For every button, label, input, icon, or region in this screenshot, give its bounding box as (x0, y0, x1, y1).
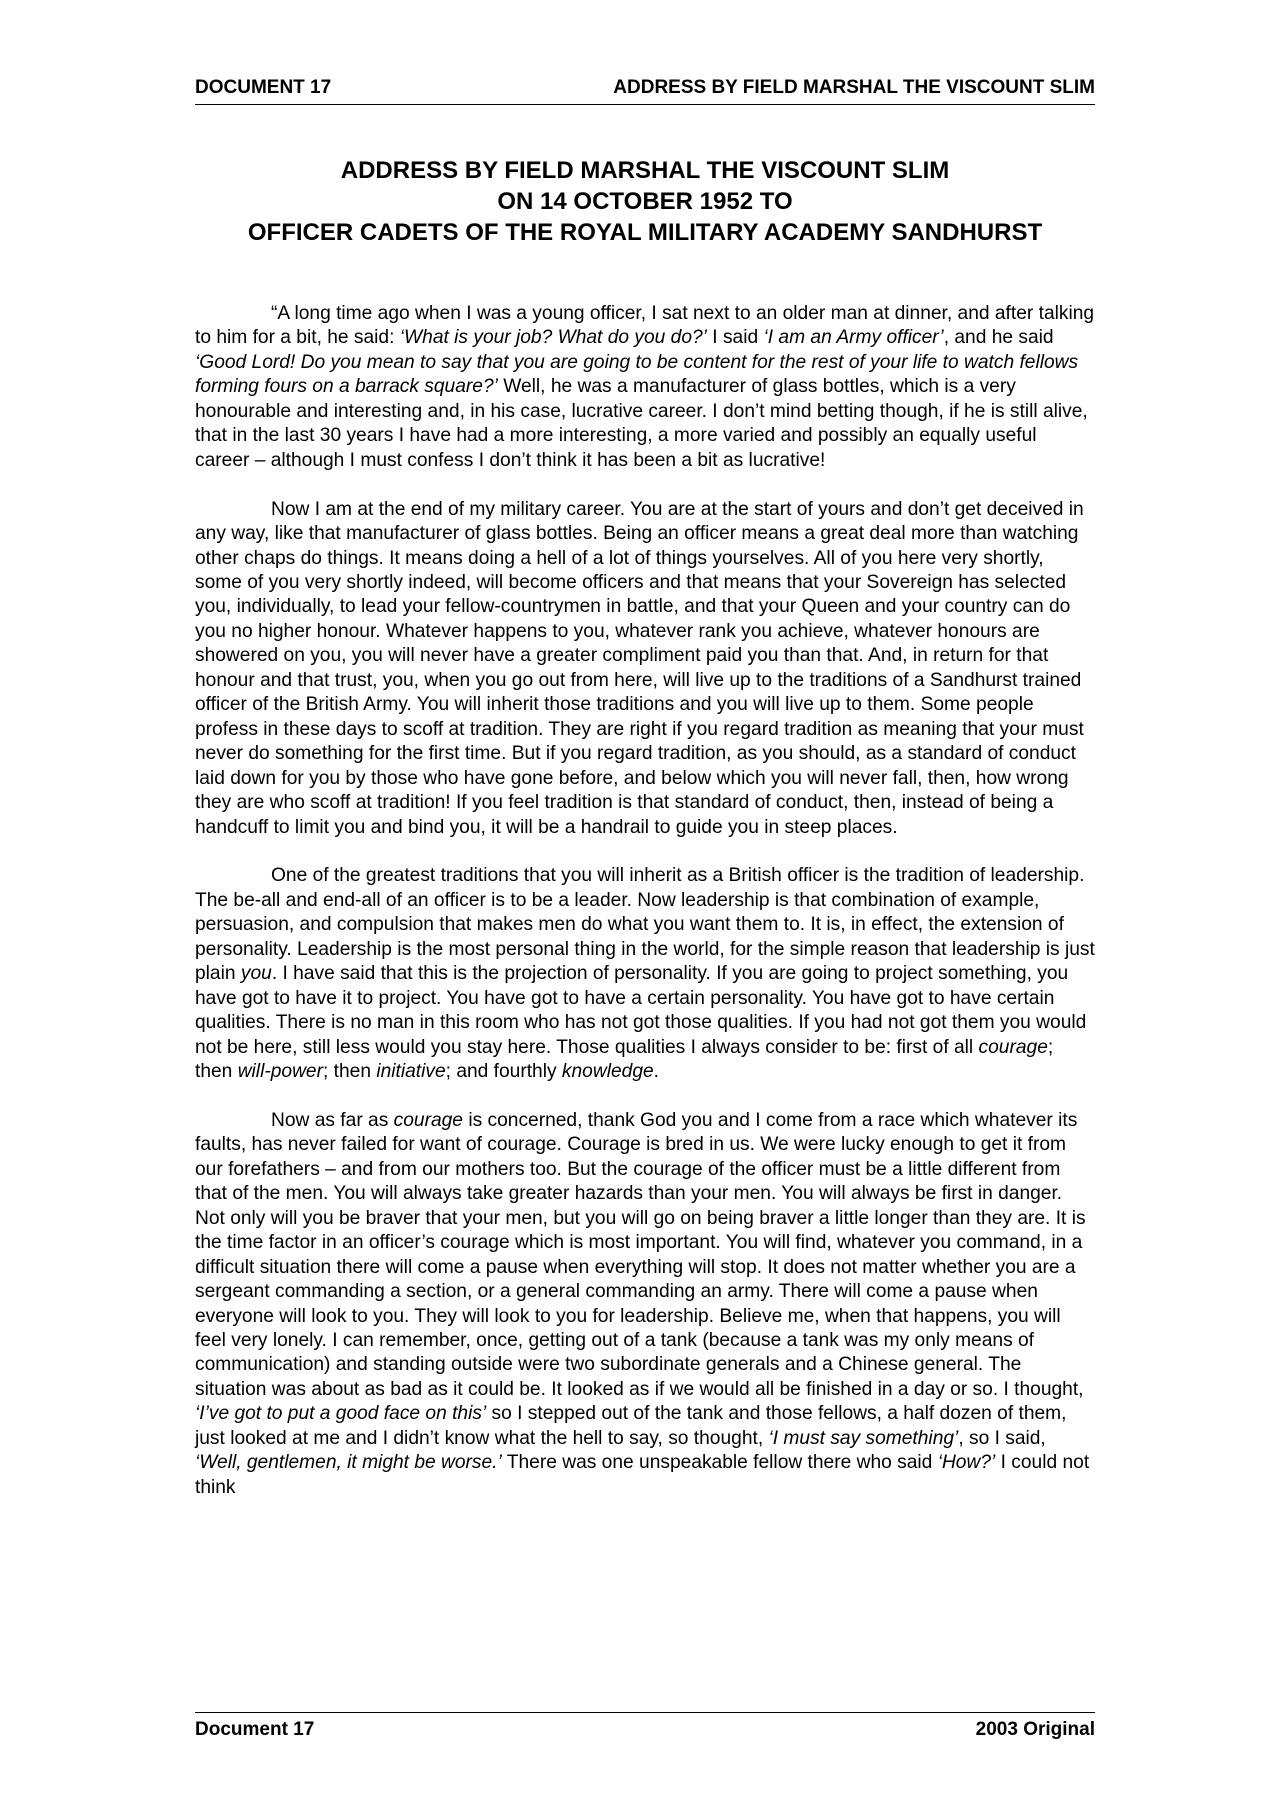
paragraph-4 (195, 1109, 1095, 1500)
italic-run: ‘I’ve got to put a good face on this’ (195, 1403, 487, 1425)
text-run: I could not think (195, 1452, 1090, 1498)
italic-run: ‘What is your job? What do you do?’ (399, 327, 707, 349)
title-line-1: ADDRESS BY FIELD MARSHAL THE VISCOUNT SLIM (340, 157, 950, 184)
text-run: There was one unspeakable fellow there who said (501, 1452, 938, 1474)
paragraph-1 (195, 302, 1095, 473)
text-run: Well, he was a manufacturer of glass bottles, which is a very honourable and interesting and, in his case, lucrative career. I don’t mind betting though, if he is still alive, that in the last 30 years I have had a more interesting, a more varied and possibly an equally useful career – although I must confess I don’t think it has been a bit as lucrative! (195, 376, 1088, 471)
running-header (195, 76, 1095, 100)
footer-edition-label: 2003 Original (975, 1719, 1095, 1740)
italic-run: ‘How?’ (937, 1452, 996, 1474)
italic-run: you (240, 963, 272, 985)
text-run: , so I said, (958, 1427, 1046, 1449)
text-run: ; and fourthly (445, 1061, 562, 1083)
italic-run: knowledge (561, 1061, 654, 1083)
text-run: ; then (195, 1036, 1054, 1083)
italic-run: ‘Good Lord! Do you mean to say that you are going to be content for the rest of your life to watch fellows forming fours on a barrack square?’ (195, 351, 1079, 398)
italic-run: will-power (237, 1061, 323, 1083)
document-body (195, 302, 1095, 1525)
text-run: Now as far as (271, 1109, 394, 1131)
text-run: “A long time ago when I was a young officer, I sat next to an older man at dinner, and after talking to him for a bit, he said: (195, 303, 1095, 349)
italic-run: courage (393, 1109, 463, 1131)
text-run: I said (706, 327, 764, 349)
text-run: , and he said (943, 327, 1054, 349)
text-run: One of the greatest traditions that you will inherit as a British officer is the tradition of leadership. The be-all and end-all of an officer is to be a leader. Now leadership is that combination of example, persuasion, and compulsion that makes men do what you want them to. It is, in effect, the extension of personality. Leadership is the most personal thing in the world, for the simple reason that leadership is just plain (195, 865, 1095, 985)
footer-rule (195, 1712, 1095, 1713)
text-run: is concerned, thank God you and I come from a race which whatever its faults, has never failed for want of courage. Courage is bred in us. We were lucky enough to get it from our forefathers – and from our mothers too. But the courage of the officer must be a little different from that of the men. You will always take greater hazards than your men. You will always be first in danger. Not only will you be braver that your men, but you will go on being braver a little longer than they are. It is the time factor in an officer’s courage which is most important. You will find, whatever you command, in a difficult situation there will come a pause when everything will stop. It does not matter whether you are a sergeant commanding a section, or a general commanding an army. There will come a pause when everyone will look to you. They will look to you for leadership. Believe me, when that happens, you will feel very lonely. I can remember, once, getting out of a tank (because a tank was my only means of communication) and standing outside were two subordinate generals and a Chinese general. The situation was about as bad as it could be. It looked as if we would all be finished in a day or so. I thought, (195, 1109, 1086, 1400)
title-line-3: OFFICER CADETS OF THE ROYAL MILITARY ACADEMY SANDHURST (247, 219, 1043, 246)
running-footer (195, 1718, 1095, 1742)
text-run: so I stepped out of the tank and those fellows, a half dozen of them, just looked at me and I didn’t know what the hell to say, so thought, (195, 1403, 1067, 1449)
footer-document-label: Document 17 (195, 1719, 315, 1740)
italic-run: ‘I must say something’ (768, 1427, 959, 1449)
text-run: ; then (322, 1061, 377, 1083)
text-run: Now I am at the end of my military career. You are at the start of yours and don’t get deceived in any way, like that manufacturer of glass bottles. Being an officer means a great deal more than watching other chaps do things. It means doing a hell of a lot of things yourselves. All of you here very shortly, some of you very shortly indeed, will become officers and that means that your Sovereign has selected you, individually, to lead your fellow-countrymen in battle, and that your Queen and your country can do you no higher honour. Whatever happens to you, whatever rank you achieve, whatever honours are showered on you, you will never have a greater compliment paid you than that. And, in return for that honour and that trust, you, when you go out from here, will live up to the traditions of a Sandhurst trained officer of the British Army. You will inherit those traditions and you will live up to them. Some people profess in these days to scoff at tradition. They are right if you regard tradition as meaning that your must never do something for the first time. But if you regard tradition, as you should, as a standard of conduct laid down for you by those who have gone before, and below which you will never fall, then, how wrong they are who scoff at tradition! If you feel tradition is that standard of conduct, then, instead of being a handcuff to limit you and bind you, it will be a handrail to guide you in steep places. (195, 498, 1084, 838)
text-run: . I have said that this is the projection of personality. If you are going to project something, you have got to have it to project. You have got to have a certain personality. You have got to have certain qualities. There is no man in this room who has not got those qualities. If you had not got them you would not be here, still less would you stay here. Those qualities I always consider to be: first of all (195, 963, 1087, 1058)
document-title (160, 155, 1130, 248)
header-document-title: ADDRESS BY FIELD MARSHAL THE VISCOUNT SLIM (613, 77, 1095, 98)
italic-run: ‘I am an Army officer’ (763, 327, 944, 349)
italic-run: ‘Well, gentlemen, it might be worse.’ (195, 1452, 502, 1474)
italic-run: initiative (376, 1061, 446, 1083)
paragraph-2 (195, 498, 1095, 840)
header-rule (195, 104, 1095, 105)
title-line-2: ON 14 OCTOBER 1952 TO (497, 188, 793, 215)
header-document-number: DOCUMENT 17 (195, 77, 332, 98)
paragraph-3 (195, 864, 1095, 1084)
text-run: . (653, 1061, 660, 1083)
italic-run: courage (978, 1036, 1048, 1058)
